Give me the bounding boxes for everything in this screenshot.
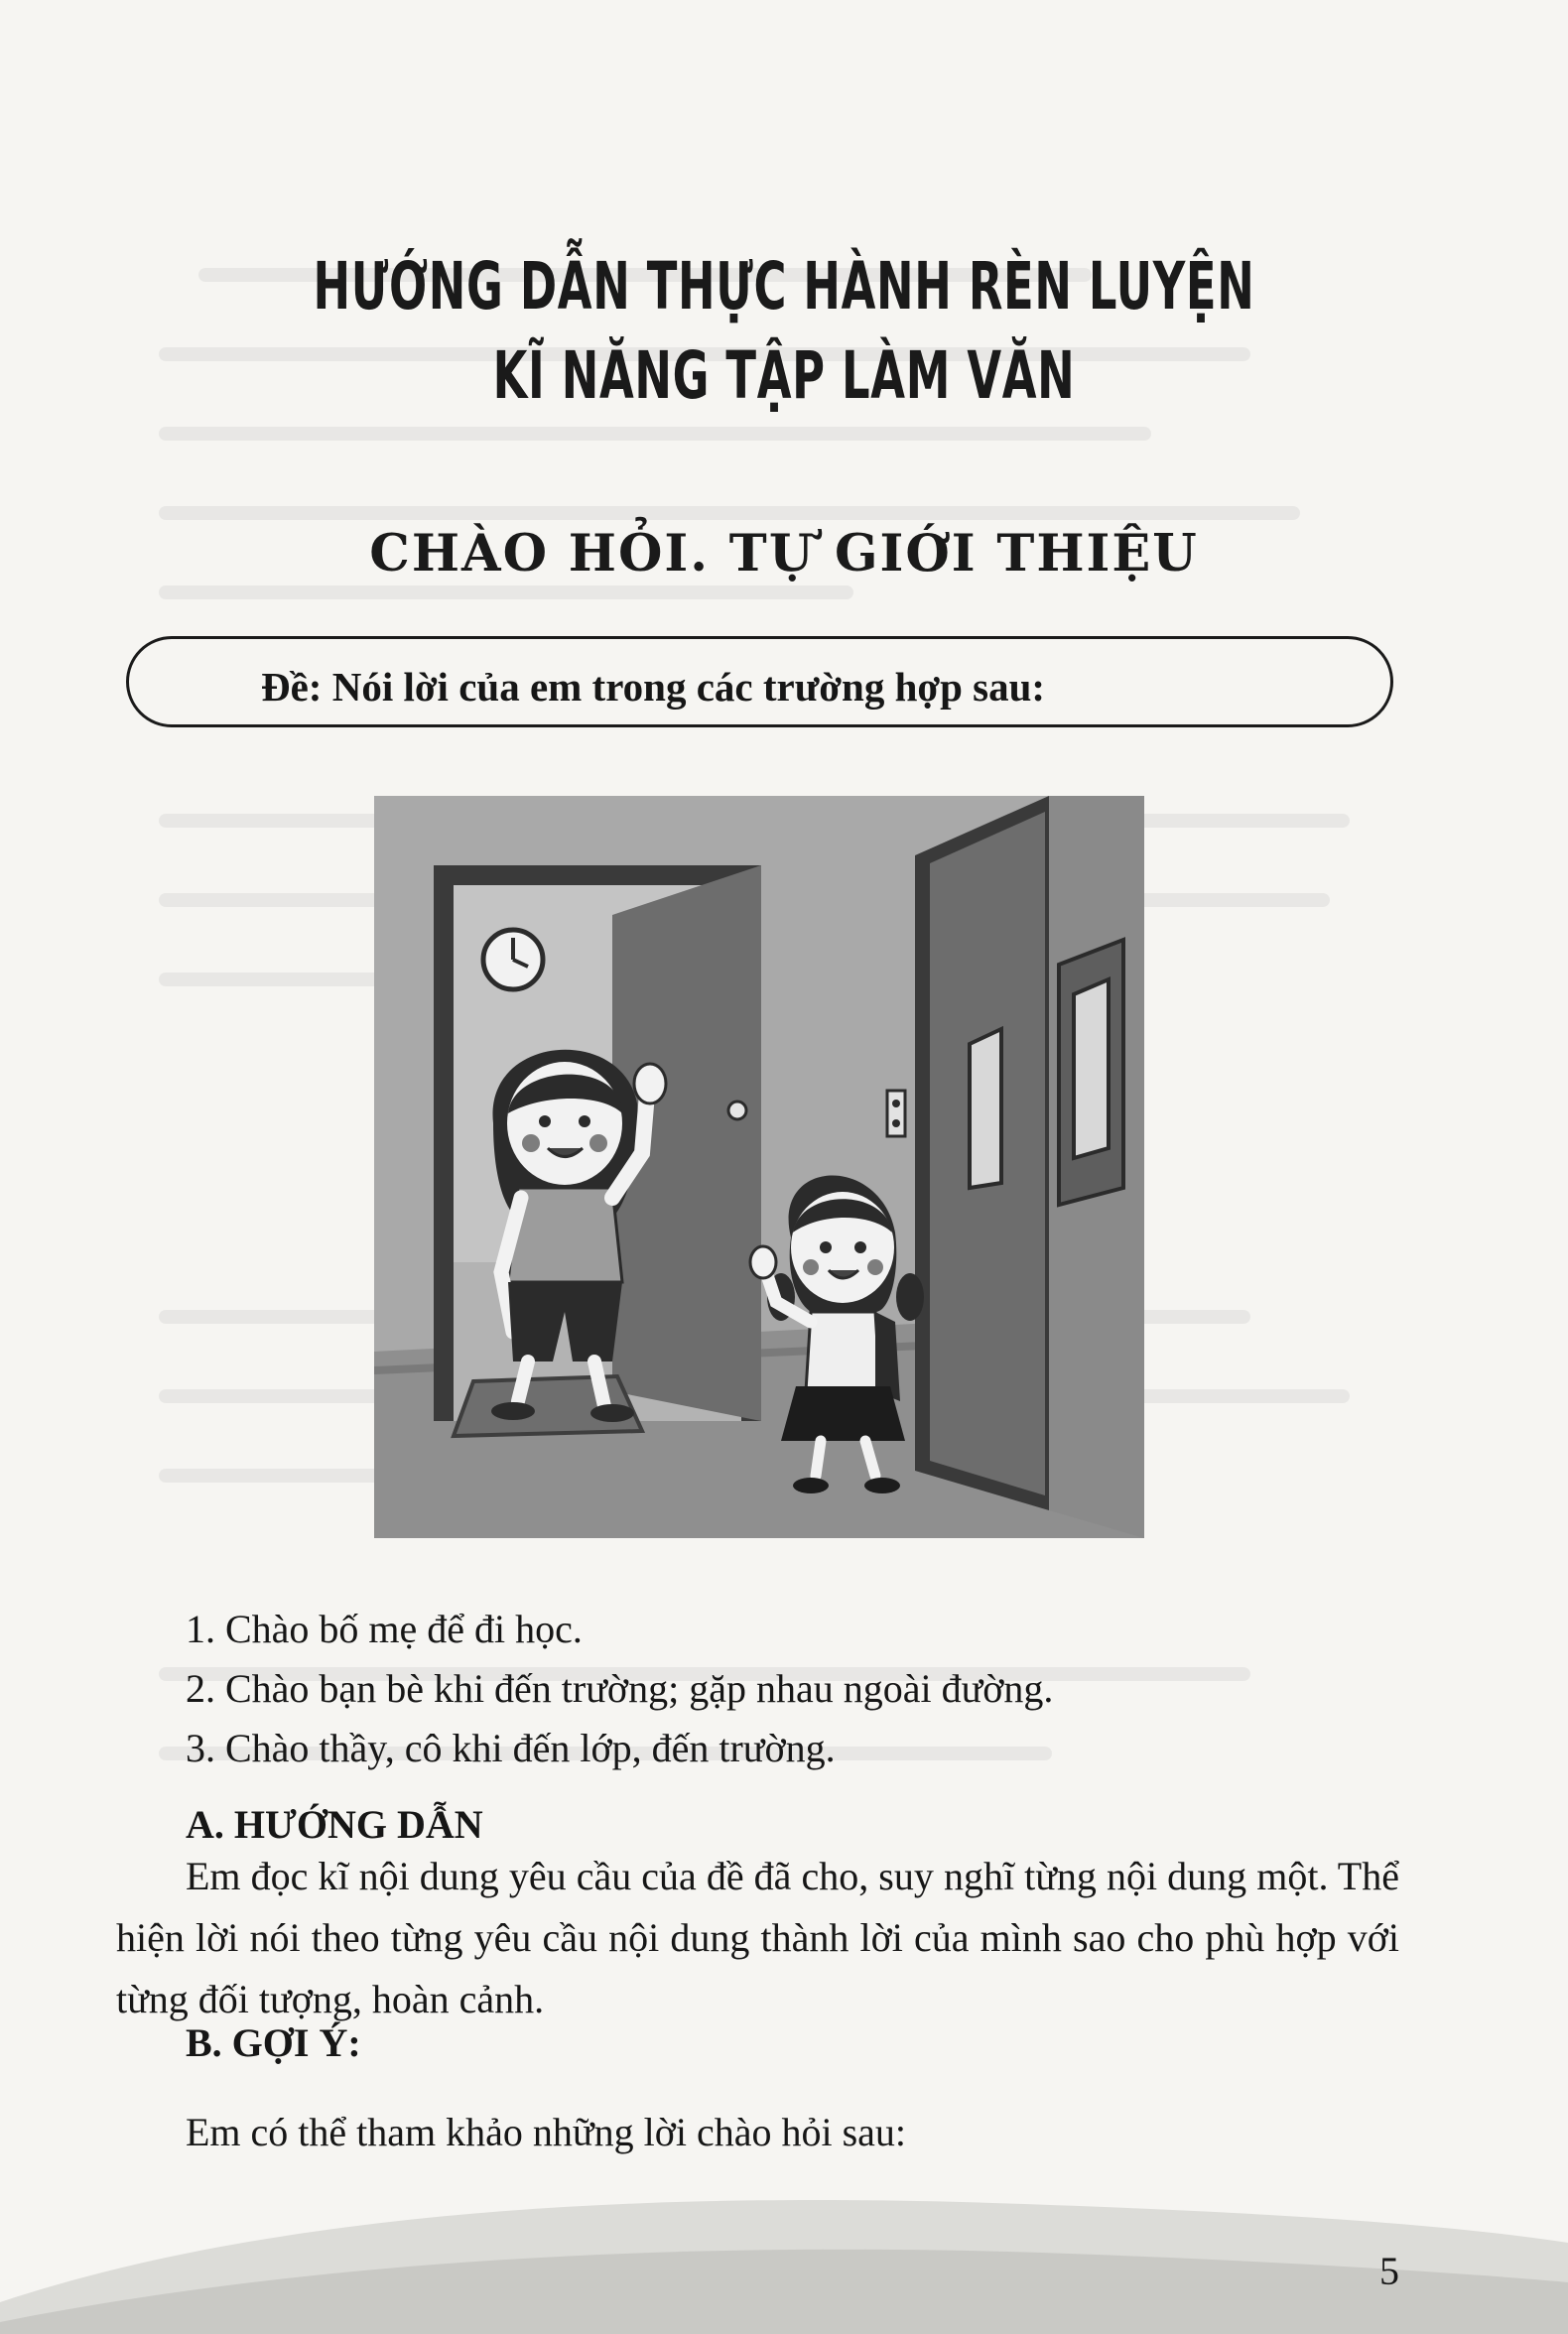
situation-list [186,1600,1053,1778]
section-a-text: Em đọc kĩ nội dung yêu cầu của đề đã cho, suy nghĩ từng nội dung một. Thể hiện lời nói theo từng yêu cầu nội dung thành lời của mình sao cho phù hợp với từng đối tượng, hoàn cảnh. [116,1854,1399,2021]
section-a-heading: A. HƯỚNG DẪN [186,1802,483,1847]
door-window-1 [970,1029,1001,1188]
wall-clock [483,930,543,989]
page-number: 5 [1379,2249,1399,2293]
section-b-heading: B. GỢI Ý: [186,2020,361,2065]
page-title-line-1: HƯỚNG DẪN THỰC HÀNH RÈN LUYỆN [313,248,1255,324]
section-b-text: Em có thể tham khảo những lời chào hỏi sau: [186,2110,907,2154]
switch-panel [887,1091,905,1136]
illustration-girl-waving-goodbye [374,796,1144,1538]
list-item: 3. Chào thầy, cô khi đến lớp, đến trường. [186,1726,836,1770]
list-item: 1. Chào bố mẹ để đi học. [186,1607,583,1651]
list-item: 2. Chào bạn bè khi đến trường; gặp nhau ngoài đường. [186,1666,1054,1711]
page-title-line-2: KĨ NĂNG TẬP LÀM VĂN [492,337,1076,414]
footer-wave-decoration [0,2163,1568,2334]
prompt-text: Đề: Nói lời của em trong các trường hợp sau: [261,664,1046,710]
lesson-subtitle: CHÀO HỎI. TỰ GIỚI THIỆU [369,524,1199,584]
